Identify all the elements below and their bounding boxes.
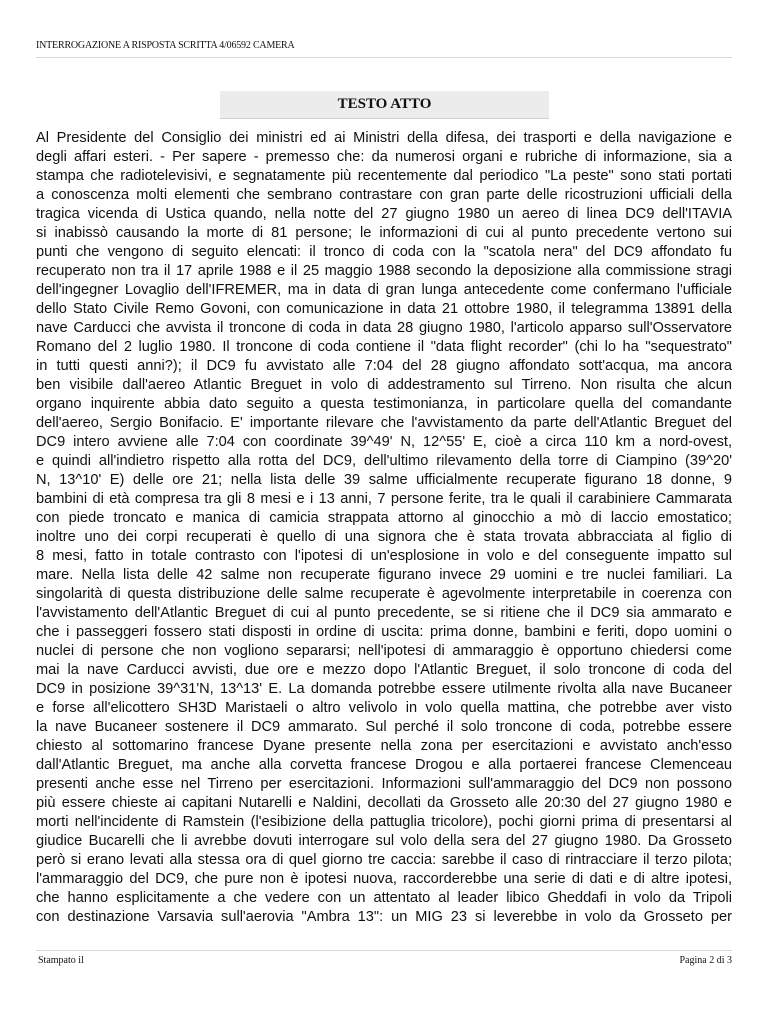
footer-page-number: Pagina 2 di 3 [679, 955, 732, 966]
footer-divider [36, 950, 732, 951]
body-line: nave Carducci che avvista il troncone di coda in data 28 giugno 1980, l'articolo apparso sull'Osservatore [36, 320, 732, 336]
body-line: punti che vengono di seguito elencati: il tronco di coda con la "scatola nera" del DC9 affondato fu [36, 244, 732, 260]
body-line: mare. Nella lista delle 42 salme non recuperate figurano invece 29 uomini e tre nuclei familiari. La [36, 567, 732, 583]
body-line: organo inquirente abbia dato seguito a questa testimonianza, in particolare quella del comandante [36, 396, 732, 412]
footer-printed: Stampato il [38, 955, 84, 966]
section-title: TESTO ATTO [220, 91, 549, 119]
body-line: dall'Atlantic Breguet, ma anche alla corvetta francese Drogou e alla portaerei francese Clemenceau [36, 757, 732, 773]
body-line: Al Presidente del Consiglio dei ministri ed ai Ministri della difesa, dei trasporti e della navigazione e [36, 130, 732, 146]
body-line: recuperato non tra il 17 aprile 1988 e il 25 maggio 1988 secondo la deposizione alla commissione stragi [36, 263, 732, 279]
body-line: mai la nave Carducci avvisti, due ore e mezzo dopo l'Atlantic Breguet, il solo troncone di coda del [36, 662, 732, 678]
body-line: con destinazione Varsavia sull'aerovia "Ambra 13": un MIG 23 si leverebbe in volo da Grosseto per [36, 909, 732, 925]
body-line: con piede troncato e manica di camicia strappata attorno al ginocchio a mò di laccio emostatico; [36, 510, 732, 526]
body-line: 8 mesi, fatto in totale contrasto con l'ipotesi di un'esplosione in volo e del conseguente impatto sul [36, 548, 732, 564]
body-line: presenti anche esse nel Tirreno per esercitazioni. Informazioni sull'ammaraggio del DC9 non possono [36, 776, 732, 792]
body-line: che hanno esplicitamente a che vedere con un attentato al leader libico Gheddafi in volo da Tripoli [36, 890, 732, 906]
body-line: bambini di età compresa tra gli 8 mesi e i 13 anni, 7 persone ferite, tra le quali il carabiniere Cammarata [36, 491, 732, 507]
body-line: in tutti questi anni?); il DC9 fu avvistato alle 7:04 del 28 giugno affondato sott'acqua, ma ancora [36, 358, 732, 374]
body-line: però si erano levati alla stessa ora di quel giorno tre caccia: sarebbe il caso di rintracciare il terzo pilota; [36, 852, 732, 868]
body-line: si inabissò causando la morte di 81 persone; le informazioni di cui al punto precedente vertono sui [36, 225, 732, 241]
body-line: nuclei di persone che non vogliono separarsi; nell'ipotesi di ammaraggio è opportuno chiedersi come [36, 643, 732, 659]
header-divider [36, 57, 732, 58]
body-line: la nave Bucaneer sostenere il DC9 ammarato. Sul perché il solo troncone di coda, potrebbe essere [36, 719, 732, 735]
body-line: chiesto al sottomarino francese Dyane presente nella zona per esercitazioni e avvistato anch'esso [36, 738, 732, 754]
body-line: dello Stato Civile Remo Govoni, con comunicazione in data 21 ottobre 1980, il telegramma 13891 della [36, 301, 732, 317]
body-line: e quindi all'indietro rispetto alla rotta del DC9, dell'ultimo rilevamento della torre di Ciampino (39^20' [36, 453, 732, 469]
body-line: dell'ingegner Lovaglio dell'IFREMER, ma in data di gran lunga antecedente come confermano l'ufficiale [36, 282, 732, 298]
document-body [36, 129, 732, 927]
body-line: degli affari esteri. - Per sapere - premesso che: da numerosi organi e rubriche di informazione, sia a [36, 149, 732, 165]
body-line: N, 13^10' E) delle ore 21; nella lista delle 39 salme ufficialmente recuperate figurano 18 donne, 9 [36, 472, 732, 488]
body-line: l'avvistamento dell'Atlantic Breguet di cui al punto precedente, se si ritiene che il DC9 sia ammarato e [36, 605, 732, 621]
body-line: dell'aereo, Sergio Bonifacio. E' importante rilevare che l'avvistamento da parte dell'Atlantic Breguet del [36, 415, 732, 431]
document-header: INTERROGAZIONE A RISPOSTA SCRITTA 4/06592 CAMERA [36, 40, 295, 51]
body-line: ben visibile dall'aereo Atlantic Breguet in volo di addestramento sul Tirreno. Non risulta che alcun [36, 377, 732, 393]
body-line: e forse all'elicottero SH3D Maristaeli o altro velivolo in volo quella mattina, che potrebbe aver visto [36, 700, 732, 716]
body-line: stampa che radiotelevisivi, e segnatamente più recentemente dal periodico "La peste" sono stati portati [36, 168, 732, 184]
body-line: inoltre uno dei corpi recuperati è quello di una signora che è stata trovata abbracciata al figlio di [36, 529, 732, 545]
body-line: morti nell'incidente di Ramstein (l'esibizione della pattuglia tricolore), pochi giorni prima di presentarsi al [36, 814, 732, 830]
body-line: singolarità di questa distribuzione delle salme recuperate è agevolmente interpretabile in coerenza con [36, 586, 732, 602]
body-line: tragica vicenda di Ustica quando, nella notte del 27 giugno 1980 un aereo di linea DC9 dell'ITAVIA [36, 206, 732, 222]
body-line: DC9 intero avviene alle 7:04 con coordinate 39^49' N, 12^55' E, cioè a circa 110 km a nord-ovest, [36, 434, 732, 450]
body-line: Romano del 2 luglio 1980. Il troncone di coda contiene il "data flight recorder" (chi lo ha "sequestrato" [36, 339, 732, 355]
body-line: giudice Bucarelli che li avrebbe dovuti interrogare sul volo della sera del 27 giugno 1980. Da Grosseto [36, 833, 732, 849]
body-line: che i passeggeri fossero stati disposti in ordine di uscita: prima donne, bambini e feriti, dopo uomini o [36, 624, 732, 640]
body-line: più essere chieste ai capitani Nutarelli e Naldini, decollati da Grosseto alle 20:30 del 27 giugno 1980 e [36, 795, 732, 811]
body-line: DC9 in posizione 39^31'N, 13^13' E. La domanda potrebbe essere utilmente rivolta alla nave Bucaneer [36, 681, 732, 697]
body-line: l'ammaraggio del DC9, che pure non è ipotesi nuova, raccorderebbe una serie di dati e di altre ipotesi, [36, 871, 732, 887]
body-line: a conoscenza molti elementi che sembrano contrastare con gran parte delle ricostruzioni ufficiali della [36, 187, 732, 203]
